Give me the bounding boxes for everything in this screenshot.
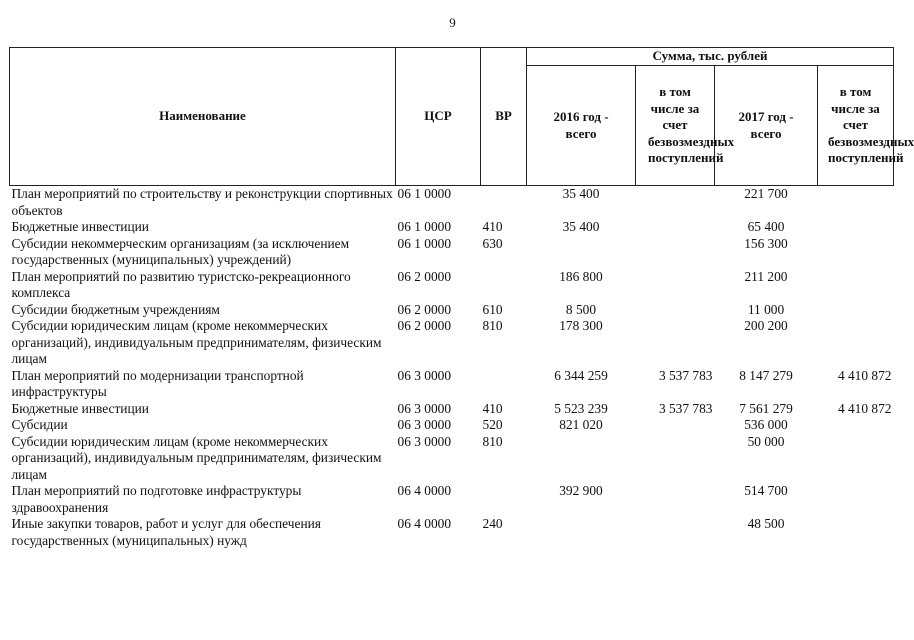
cell-vr: 520 xyxy=(482,417,503,432)
cell-name: Субсидии юридическим лицам (кроме некоммерческих организаций), индивидуальным предпринимателям, физическим лицам xyxy=(11,318,382,366)
cell-2016-total xyxy=(527,434,636,484)
cell-2017-free xyxy=(818,186,894,220)
table-row xyxy=(10,186,894,220)
header-name: Наименование xyxy=(10,48,396,186)
cell-2016-free xyxy=(636,483,715,516)
header-csr: ЦСР xyxy=(396,48,481,186)
cell-2017-total: 50 000 xyxy=(747,433,785,449)
cell-2017-total: 7 561 279 xyxy=(739,400,793,416)
cell-2016-free xyxy=(636,186,715,220)
cell-vr: 810 xyxy=(482,433,503,449)
cell-2017-total: 65 400 xyxy=(747,219,785,234)
cell-2017-total: 156 300 xyxy=(744,235,788,251)
header-sum-group: Сумма, тыс. рублей xyxy=(527,48,894,66)
cell-2017-free xyxy=(818,302,894,319)
cell-2016-free xyxy=(636,302,715,319)
cell-2016-total: 178 300 xyxy=(559,318,603,333)
cell-csr: 06 1 0000 xyxy=(397,235,452,251)
cell-vr: 610 xyxy=(482,301,503,317)
table-row xyxy=(10,236,894,269)
cell-2017-total: 48 500 xyxy=(747,516,785,531)
cell-vr: 410 xyxy=(482,400,503,416)
cell-2017-free xyxy=(818,483,894,516)
table-row xyxy=(10,318,894,368)
cell-2017-free xyxy=(818,236,894,269)
cell-csr: 06 2 0000 xyxy=(397,318,452,333)
cell-2016-total: 821 020 xyxy=(559,417,603,432)
cell-2016-free xyxy=(636,417,715,434)
cell-2016-total xyxy=(527,236,636,269)
cell-vr xyxy=(481,483,527,516)
cell-2016-total xyxy=(527,516,636,549)
cell-csr: 06 4 0000 xyxy=(397,483,452,498)
cell-csr: 06 3 0000 xyxy=(397,433,452,449)
cell-vr: 630 xyxy=(482,235,503,251)
cell-2017-free xyxy=(818,219,894,236)
cell-2016-total: 5 523 239 xyxy=(554,400,608,416)
cell-name: Субсидии бюджетным учреждениям xyxy=(11,301,220,317)
cell-name: План мероприятий по развитию туристско-рекреационного комплекса xyxy=(11,268,351,300)
cell-2017-free xyxy=(818,516,894,549)
cell-2016-total: 392 900 xyxy=(559,483,603,498)
cell-2017-free: 4 410 872 xyxy=(837,367,892,383)
header-2016-free: в том числе за счет безвозмездных поступлений xyxy=(636,66,715,186)
table-row xyxy=(10,302,894,319)
cell-2016-total: 6 344 259 xyxy=(554,367,608,383)
cell-2017-total: 514 700 xyxy=(744,483,788,498)
cell-2017-free xyxy=(818,434,894,484)
table-row xyxy=(10,401,894,418)
cell-name: Иные закупки товаров, работ и услуг для обеспечения государственных (муниципальных) нужд xyxy=(11,516,321,548)
cell-name: Субсидии юридическим лицам (кроме некоммерческих организаций), индивидуальным предпринимателям, физическим лицам xyxy=(11,433,382,482)
cell-csr: 06 3 0000 xyxy=(397,367,452,383)
cell-csr: 06 3 0000 xyxy=(397,400,452,416)
table-row xyxy=(10,368,894,401)
cell-2017-total: 211 200 xyxy=(744,268,788,284)
cell-vr xyxy=(481,186,527,220)
cell-2016-total: 186 800 xyxy=(559,268,603,284)
cell-2017-free: 4 410 872 xyxy=(837,400,892,416)
cell-vr xyxy=(481,368,527,401)
cell-vr: 810 xyxy=(482,318,503,333)
cell-vr xyxy=(481,269,527,302)
page-number: 9 xyxy=(449,15,456,30)
header-2016-total: 2016 год - всего xyxy=(527,66,636,186)
budget-table xyxy=(9,47,914,549)
cell-2017-total: 536 000 xyxy=(744,417,788,432)
cell-2017-free xyxy=(818,417,894,434)
cell-2016-free xyxy=(636,219,715,236)
cell-csr: 06 1 0000 xyxy=(397,186,452,201)
cell-2016-free xyxy=(636,318,715,368)
cell-2016-total: 35 400 xyxy=(562,186,600,201)
cell-2016-free xyxy=(636,516,715,549)
header-2017-total: 2017 год - всего xyxy=(715,66,818,186)
cell-2016-total: 8 500 xyxy=(565,301,597,317)
cell-csr: 06 2 0000 xyxy=(397,301,452,317)
cell-2017-total: 8 147 279 xyxy=(739,367,793,383)
cell-2017-total: 200 200 xyxy=(744,318,788,333)
header-2017-free: в том числе за счет безвозмездных поступлений xyxy=(818,66,894,186)
table-body xyxy=(10,186,894,550)
cell-name: План мероприятий по модернизации транспортной инфраструктуры xyxy=(11,367,304,399)
cell-csr: 06 3 0000 xyxy=(397,417,452,432)
table-row xyxy=(10,516,894,549)
cell-2016-free xyxy=(636,434,715,484)
cell-csr: 06 4 0000 xyxy=(397,516,452,531)
cell-name: Субсидии xyxy=(11,417,68,432)
cell-name: Бюджетные инвестиции xyxy=(11,400,149,416)
cell-2017-total: 11 000 xyxy=(747,301,785,317)
cell-2016-free: 3 537 783 xyxy=(658,400,713,416)
cell-2016-free xyxy=(636,269,715,302)
cell-vr: 240 xyxy=(482,516,503,531)
cell-name: План мероприятий по строительству и реконструкции спортивных объектов xyxy=(11,186,393,218)
table-row xyxy=(10,483,894,516)
cell-2017-free xyxy=(818,269,894,302)
table-row xyxy=(10,417,894,434)
cell-name: Бюджетные инвестиции xyxy=(11,219,149,234)
cell-name: План мероприятий по подготовке инфраструктуры здравоохранения xyxy=(11,483,302,515)
table-header xyxy=(10,48,914,186)
cell-2017-free xyxy=(818,318,894,368)
cell-name: Субсидии некоммерческим организациям (за исключением государственных (муниципальных) учреждений) xyxy=(11,235,350,267)
table-row xyxy=(10,219,894,236)
cell-vr: 410 xyxy=(482,219,503,234)
cell-2016-free xyxy=(636,236,715,269)
table-row xyxy=(10,269,894,302)
cell-2016-free: 3 537 783 xyxy=(658,367,713,383)
header-vr: ВР xyxy=(481,48,527,186)
cell-csr: 06 1 0000 xyxy=(397,219,452,234)
cell-2017-total: 221 700 xyxy=(744,186,788,201)
cell-csr: 06 2 0000 xyxy=(397,268,452,284)
table-row xyxy=(10,434,894,484)
cell-2016-total: 35 400 xyxy=(562,219,600,234)
